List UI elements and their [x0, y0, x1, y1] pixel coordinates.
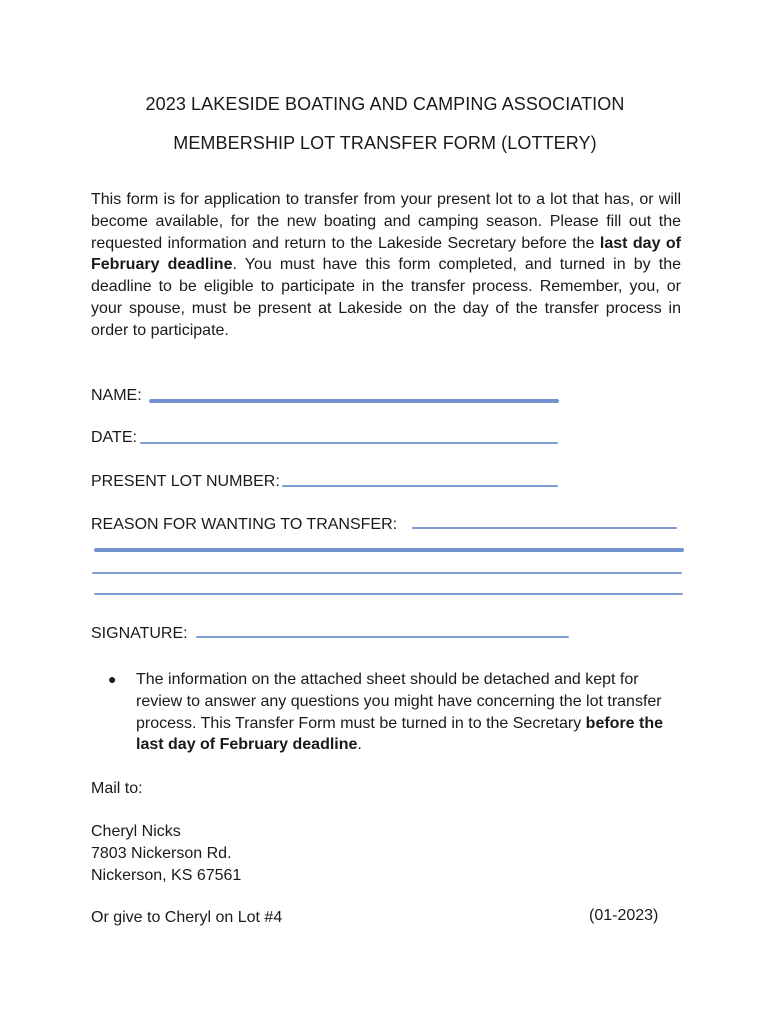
- form-title-line2: MEMBERSHIP LOT TRANSFER FORM (LOTTERY): [173, 133, 597, 153]
- bullet-text-end: .: [357, 736, 362, 754]
- bullet-text: [136, 669, 668, 756]
- name-label: NAME:: [91, 387, 142, 404]
- form-revision: (01-2023): [589, 907, 659, 924]
- intro-deadline-bold: last day of February deadline: [91, 234, 682, 274]
- form-title-line1: 2023 LAKESIDE BOATING AND CAMPING ASSOCIATION: [145, 94, 625, 114]
- intro-text-2: . You must have this form completed, and turned in by the deadline to be eligible to participate in the transfer process. Remember, you, or your spouse, must be present at Lakeside on the day of the transfer process in order to participate.: [91, 256, 681, 339]
- reason-label: REASON FOR WANTING TO TRANSFER:: [91, 516, 398, 533]
- bullet-note: [108, 669, 668, 756]
- date-field-line[interactable]: [140, 442, 558, 444]
- mail-recipient-name: Cheryl Nicks: [91, 823, 181, 840]
- reason-field-line-1[interactable]: [412, 527, 677, 529]
- bullet-deadline-bold: before the last day of February deadline: [136, 714, 664, 754]
- signature-label: SIGNATURE:: [91, 625, 188, 642]
- date-label: DATE:: [91, 429, 137, 446]
- name-field-line[interactable]: [149, 399, 559, 403]
- bullet-text-main: The information on the attached sheet should be detached and kept for review to answer any questions you might have concerning the lot transfer process. This Transfer Form must be turned in to the Secretary: [136, 671, 662, 732]
- lot-number-label: PRESENT LOT NUMBER:: [91, 473, 280, 490]
- intro-text-1: This form is for application to transfer from your present lot to a lot that has, or will become available, for the new boating and camping season. Please fill out the requested information and return to the Lakeside Secretary before the: [91, 191, 681, 252]
- mail-label: Mail to:: [91, 780, 143, 797]
- reason-field-line-4[interactable]: [94, 593, 683, 595]
- mail-street: 7803 Nickerson Rd.: [91, 844, 232, 862]
- intro-paragraph: [91, 189, 681, 342]
- alt-delivery-text: Or give to Cheryl on Lot #4: [91, 909, 283, 926]
- lot-number-field-line[interactable]: [282, 485, 558, 487]
- bullet-marker: ●: [108, 671, 117, 687]
- mail-city: Nickerson, KS 67561: [91, 866, 242, 884]
- reason-field-line-3[interactable]: [92, 572, 682, 574]
- reason-field-line-2[interactable]: [94, 548, 684, 552]
- signature-field-line[interactable]: [196, 636, 569, 638]
- mail-address: [91, 821, 241, 886]
